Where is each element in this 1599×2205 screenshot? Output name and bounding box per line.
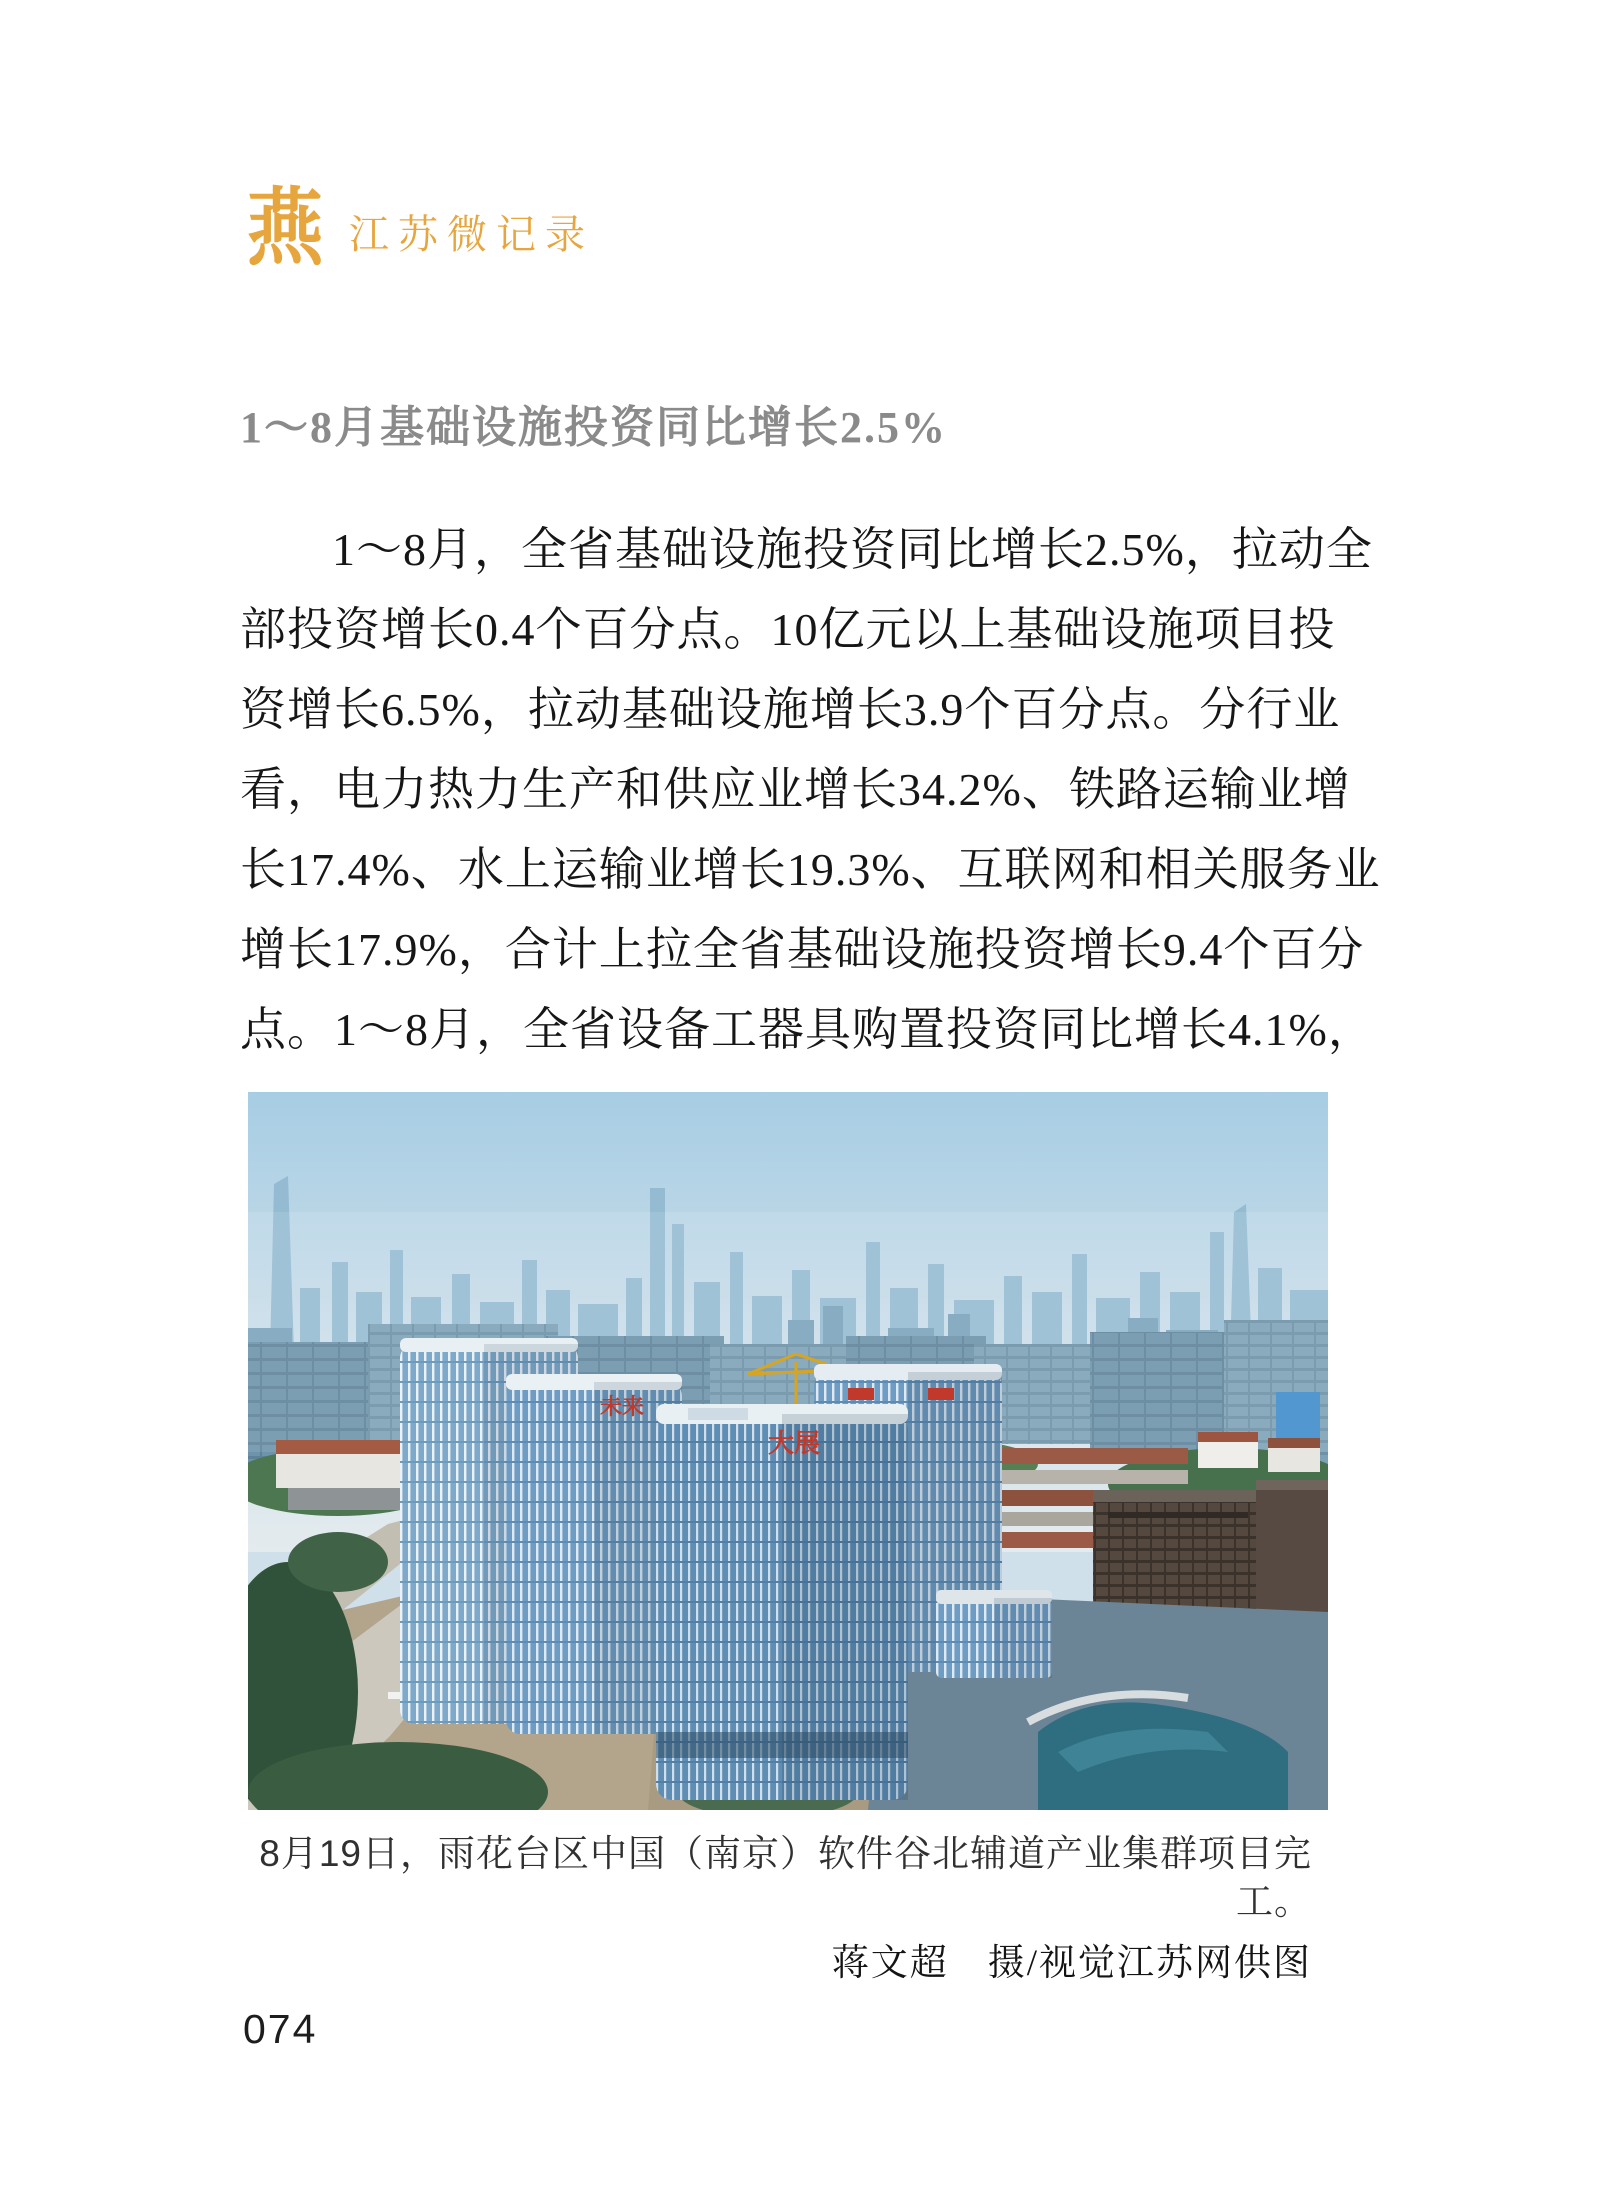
caption-text: 8月19日，雨花台区中国（南京）软件谷北辅道产业集群项目完工。 [259, 1833, 1312, 1922]
photo-caption [248, 1830, 1312, 1988]
caption-credit: 蒋文超 摄/视觉江苏网供图 [831, 1943, 1312, 1984]
paragraph-line: 部投资增长0.4个百分点。10亿元以上基础设施项目投 [240, 604, 1336, 655]
paragraph-line: 长17.4%、水上运输业增长19.3%、互联网和相关服务业 [240, 844, 1381, 895]
paragraph-line: 看，电力热力生产和供应业增长34.2%、铁路运输业增 [240, 764, 1351, 815]
paragraph-line: 增长17.9%，合计上拉全省基础设施投资增长9.4个百分 [240, 924, 1365, 975]
tower-sign: 未来 [600, 1394, 645, 1419]
cityscape-illustration [248, 1092, 1328, 1810]
page-number: 074 [243, 2006, 318, 2052]
jiangsu-swallow-logo-icon: 燕 [246, 178, 324, 277]
brand-header [243, 180, 594, 276]
paragraph-line: 点。1～8月，全省设备工器具购置投资同比增长4.1%， [240, 1004, 1375, 1055]
brand-title: 江苏微记录 [349, 212, 595, 257]
paragraph-line: 1～8月，全省基础设施投资同比增长2.5%，拉动全 [332, 524, 1373, 575]
article-paragraph [240, 510, 1381, 1070]
paragraph-line: 资增长6.5%，拉动基础设施增长3.9个百分点。分行业 [240, 684, 1341, 735]
section-heading: 1～8月基础设施投资同比增长2.5% [240, 403, 947, 452]
article-photo [248, 1092, 1328, 1810]
tower-sign: 大展 [768, 1429, 821, 1458]
annex-building [936, 1590, 1052, 1678]
